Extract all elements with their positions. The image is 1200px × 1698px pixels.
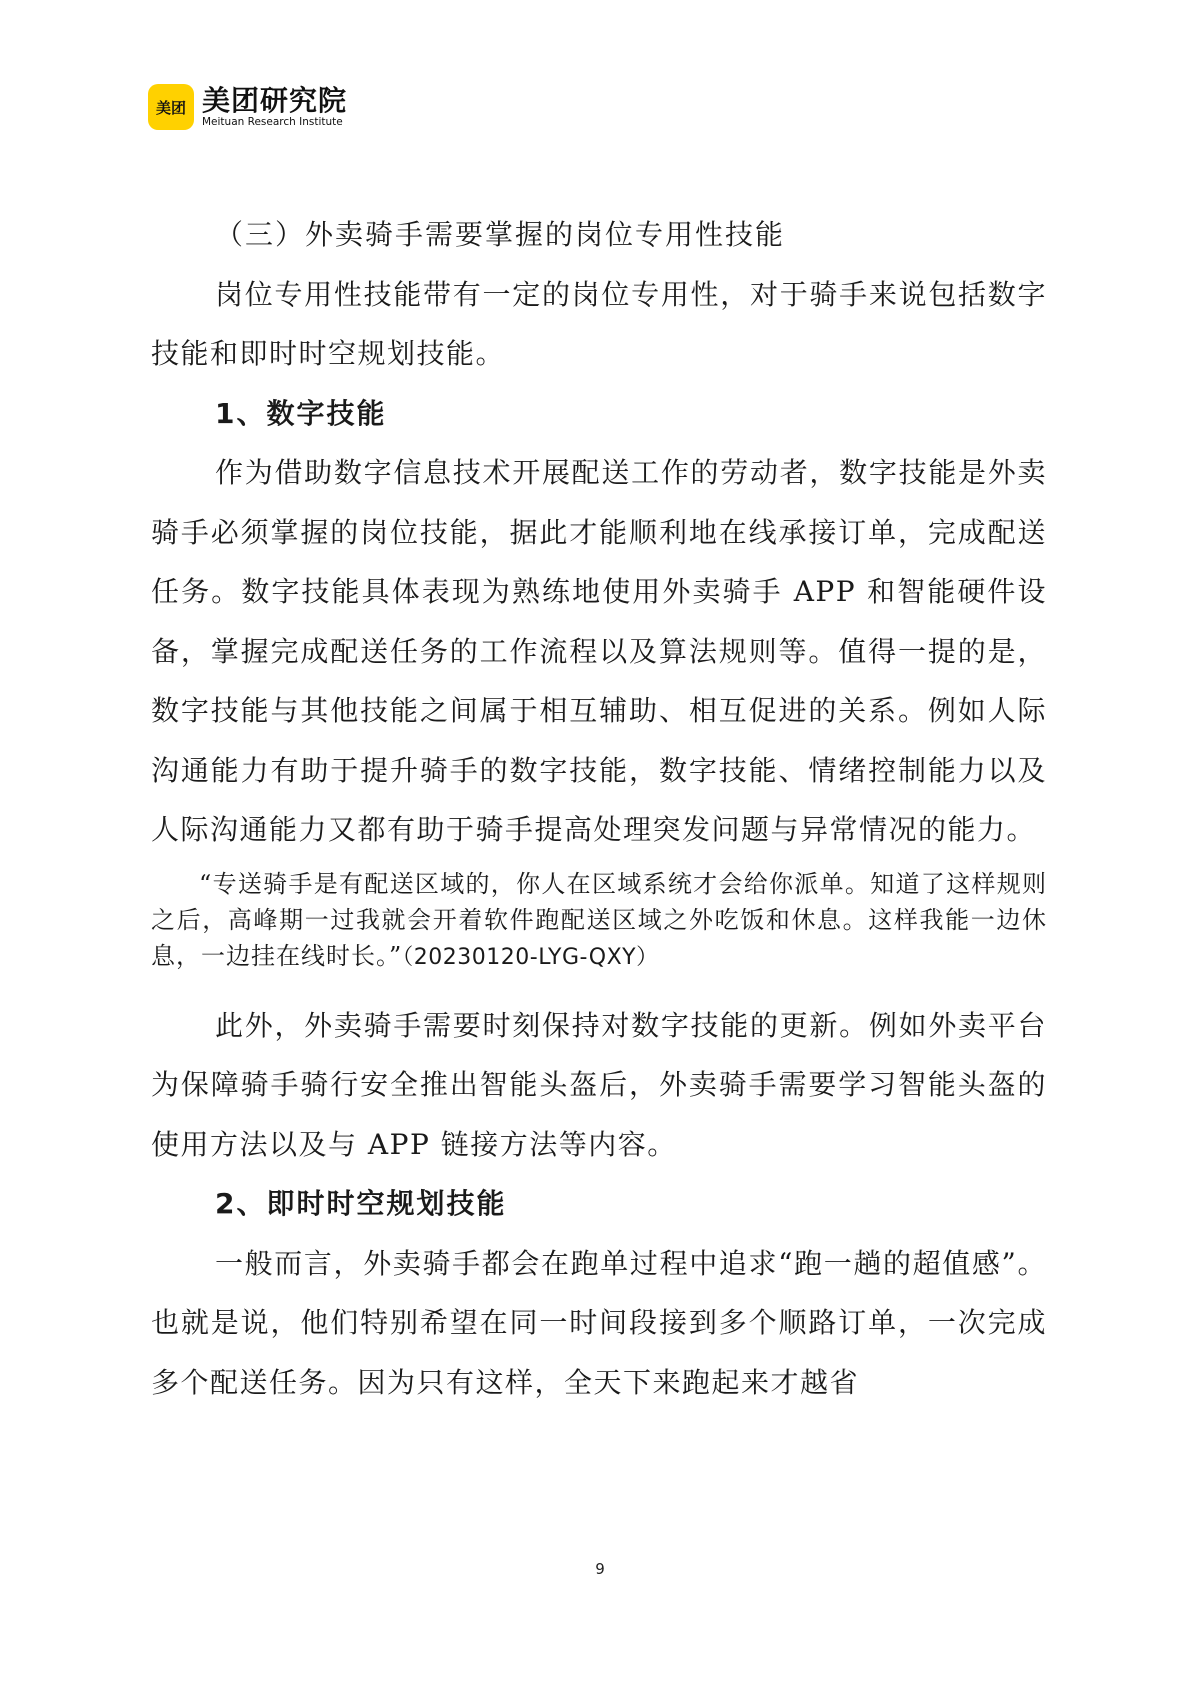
spatiotemporal-paragraph: 一般而言，外卖骑手都会在跑单过程中追求“跑一趟的超值感”。也就是说，他们特别希望在同一时间段接到多个顺路订单，一次完成多个配送任务。因为只有这样，全天下来跑起来才越省: [151, 1246, 1047, 1399]
org-name-en: Meituan Research Institute: [202, 116, 343, 128]
quote-text: “专送骑手是有配送区域的，你人在区域系统才会给你派单。知道了这样规则之后，高峰期一过我就会开着软件跑配送区域之外吃饭和休息。这样我能一边休息，一边挂在线时长。”: [151, 869, 1047, 970]
subheading-digital-skills: 1、数字技能: [215, 396, 387, 430]
section-heading: （三）外卖骑手需要掌握的岗位专用性技能: [215, 218, 786, 251]
quote-source: （20230120-LYG-QXY）: [402, 944, 659, 970]
interview-quote: [151, 866, 1047, 976]
logo-text: [202, 86, 347, 128]
intro-paragraph: 岗位专用性技能带有一定的岗位专用性，对于骑手来说包括数字技能和即时时空规划技能。: [151, 277, 1047, 370]
digital-skills-paragraph: 作为借助数字信息技术开展配送工作的劳动者，数字技能是外卖骑手必须掌握的岗位技能，据此才能顺利地在线承接订单，完成配送任务。数字技能具体表现为熟练地使用外卖骑手 APP 和智能硬件设备，掌握完成配送任务的工作流程以及算法规则等。值得一提的是，数字技能与其他技能之间属于相互辅助、相互促进的关系。例如人际沟通能力有助于提升骑手的数字技能，数字技能、情绪控制能力以及人际沟通能力又都有助于骑手提高处理突发问题与异常情况的能力。: [151, 456, 1047, 846]
subheading-spatiotemporal-planning: 2、即时时空规划技能: [215, 1187, 507, 1220]
page-number: 9: [595, 1560, 605, 1578]
logo-badge: 美团: [148, 84, 194, 130]
document-body: [151, 205, 1047, 1412]
digital-skills-update-paragraph: 此外，外卖骑手需要时刻保持对数字技能的更新。例如外卖平台为保障骑手骑行安全推出智能头盔后，外卖骑手需要学习智能头盔的使用方法以及与 APP 链接方法等内容。: [151, 1008, 1047, 1161]
org-name-cn: 美团研究院: [202, 84, 348, 117]
meituan-logo: [148, 84, 347, 130]
